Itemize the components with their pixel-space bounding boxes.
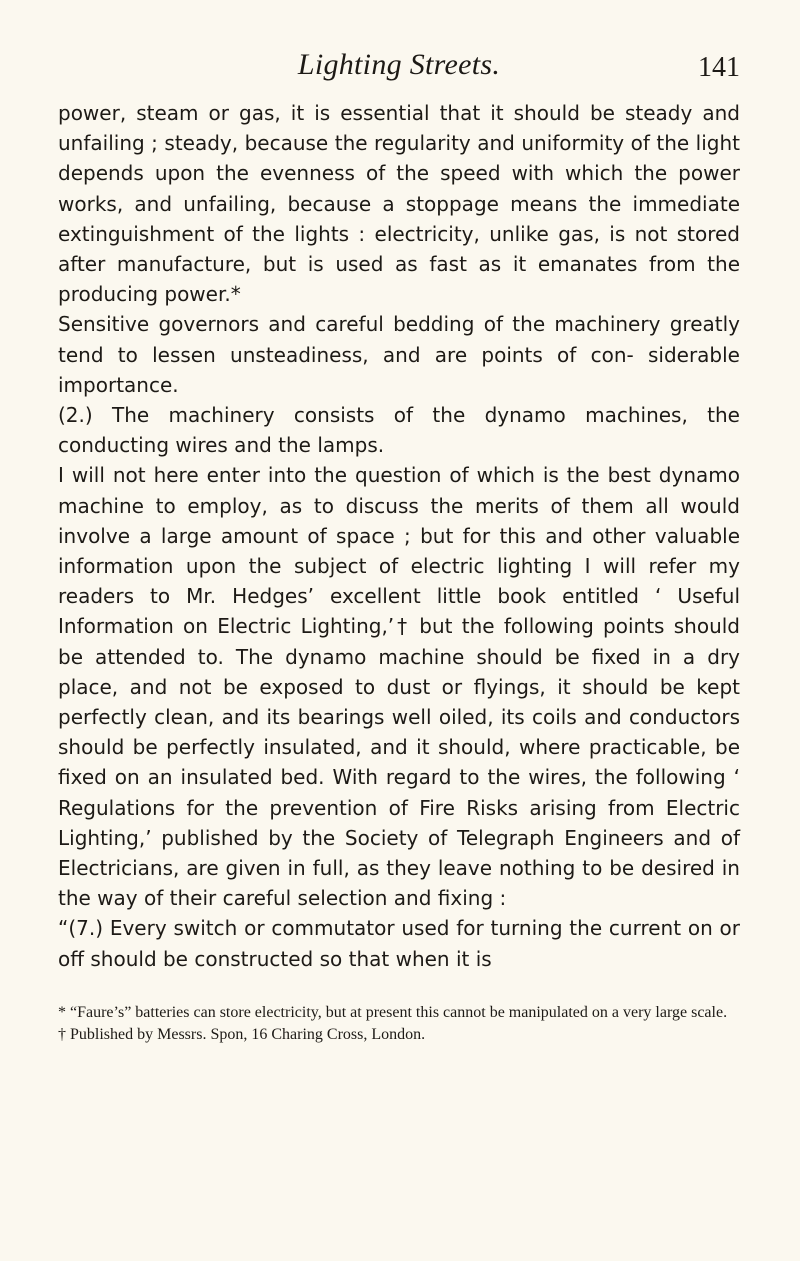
paragraph-4: I will not here enter into the question of which is the best dynamo machine to employ, as to discuss the merits of them all would involve a large amount of space ; but for this and other valuable information upon the subject of electric lighting I will refer my readers to Mr. Hedges’ excellent little book entitled ‘ Useful Information on Electric Lighting,’† but the following points should be attended to. The dynamo machine should be fixed in a dry place, and not be exposed to dust or flyings, it should be kept perfectly clean, and its bearings well oiled, its coils and conductors should be perfectly insulated, and it should, where practicable, be fixed on an insulated bed. With regard to the wires, the following ‘ Regulations for the prevention of Fire Risks arising from Electric Lighting,’ published by the Society of Telegraph Engineers and of Electricians, are given in full, as they leave nothing to be desired in the way of their careful selection and fixing : <box>58 463 740 911</box>
book-page <box>58 48 740 1046</box>
footnote-2: † Published by Messrs. Spon, 16 Charing Cross, London. <box>58 1025 426 1043</box>
paragraph-3: (2.) The machinery consists of the dynamo machines, the conducting wires and the lamps. <box>58 403 740 458</box>
running-title: Lighting Streets. <box>297 48 501 81</box>
footnote-1: * “Faure’s” batteries can store electricity, but at present this cannot be manipulated on a very large scale. <box>58 1003 728 1021</box>
body-text <box>58 98 740 974</box>
paragraph-5: “(7.) Every switch or commutator used for turning the current on or off should be constructed so that when it is <box>58 916 740 971</box>
paragraph-1: power, steam or gas, it is essential that it should be steady and unfailing ; steady, because the regularity and uniformity of the light depends upon the evenness of the speed with which the power works, and unfailing, because a stoppage means the immediate extinguishment of the lights : electricity, unlike gas, is not stored after manufacture, but is used as fast as it emanates from the producing power.* <box>58 101 740 307</box>
page-number: 141 <box>698 52 740 83</box>
paragraph-2: Sensitive governors and careful bedding of the machinery greatly tend to lessen unsteadiness, and are points of con- siderable importance. <box>58 312 740 397</box>
footnotes <box>58 1002 740 1046</box>
page-header <box>58 48 740 92</box>
